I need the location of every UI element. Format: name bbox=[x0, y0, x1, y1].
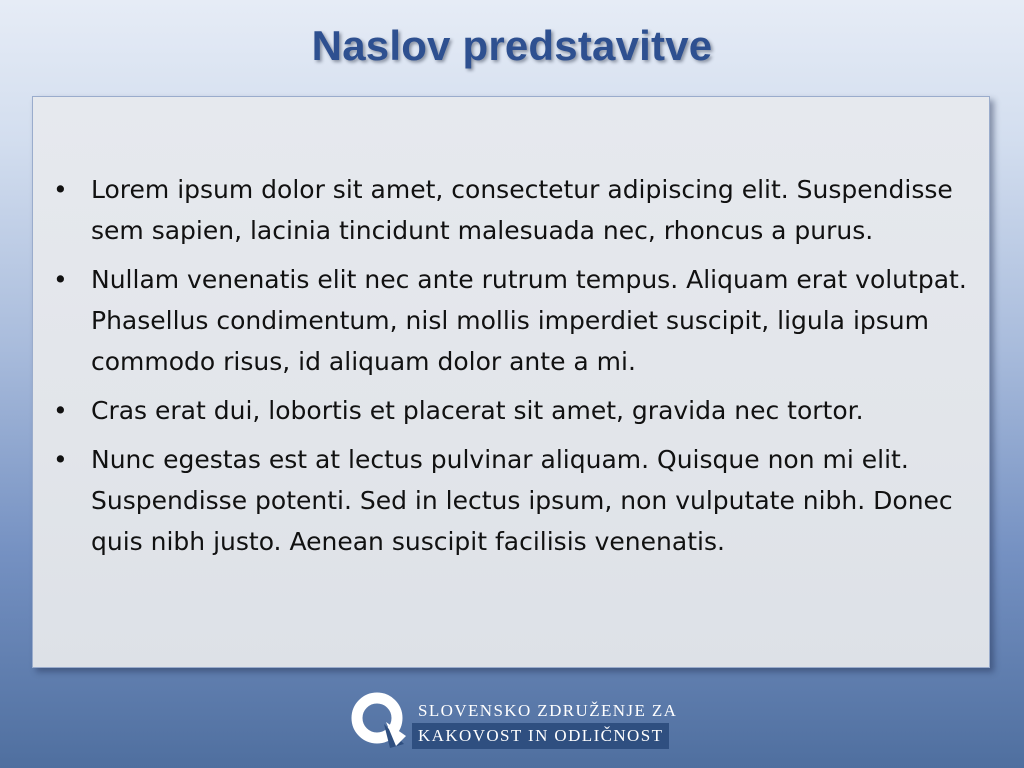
bullet-dot: • bbox=[53, 265, 68, 294]
logo-text-line-1: SLOVENSKO ZDRUŽENJE ZA bbox=[418, 701, 678, 720]
bullet-dot: • bbox=[53, 396, 68, 425]
bullet-text: Nunc egestas est at lectus pulvinar aliquam. Quisque non mi elit. Suspendisse potenti. Sed in lectus ipsum, non vulputate nibh. Donec quis nibh justo. Aenean suscipit facilisis venenatis. bbox=[91, 445, 953, 556]
organization-logo bbox=[346, 686, 676, 752]
bullet-text: Nullam venenatis elit nec ante rutrum tempus. Aliquam erat volutpat. Phasellus condimentum, nisl mollis imperdiet suscipit, ligula ipsum commodo risus, id aliquam dolor ante a mi. bbox=[91, 265, 967, 376]
bullet-item-1 bbox=[51, 169, 971, 251]
bullet-item-4 bbox=[51, 439, 971, 562]
slide-title: Naslov predstavitve bbox=[311, 22, 713, 69]
bullet-list bbox=[51, 169, 971, 570]
bullet-dot: • bbox=[53, 445, 68, 474]
content-box bbox=[32, 96, 990, 668]
bullet-item-3 bbox=[51, 390, 971, 431]
bullet-text: Cras erat dui, lobortis et placerat sit amet, gravida nec tortor. bbox=[91, 396, 864, 425]
bullet-text: Lorem ipsum dolor sit amet, consectetur adipiscing elit. Suspendisse sem sapien, lacinia tincidunt malesuada nec, rhoncus a purus. bbox=[91, 175, 953, 245]
bullet-dot: • bbox=[53, 175, 68, 204]
logo-text-line-2: KAKOVOST IN ODLIČNOST bbox=[412, 723, 669, 749]
bullet-item-2 bbox=[51, 259, 971, 382]
q-ring-logo-icon bbox=[346, 686, 412, 752]
